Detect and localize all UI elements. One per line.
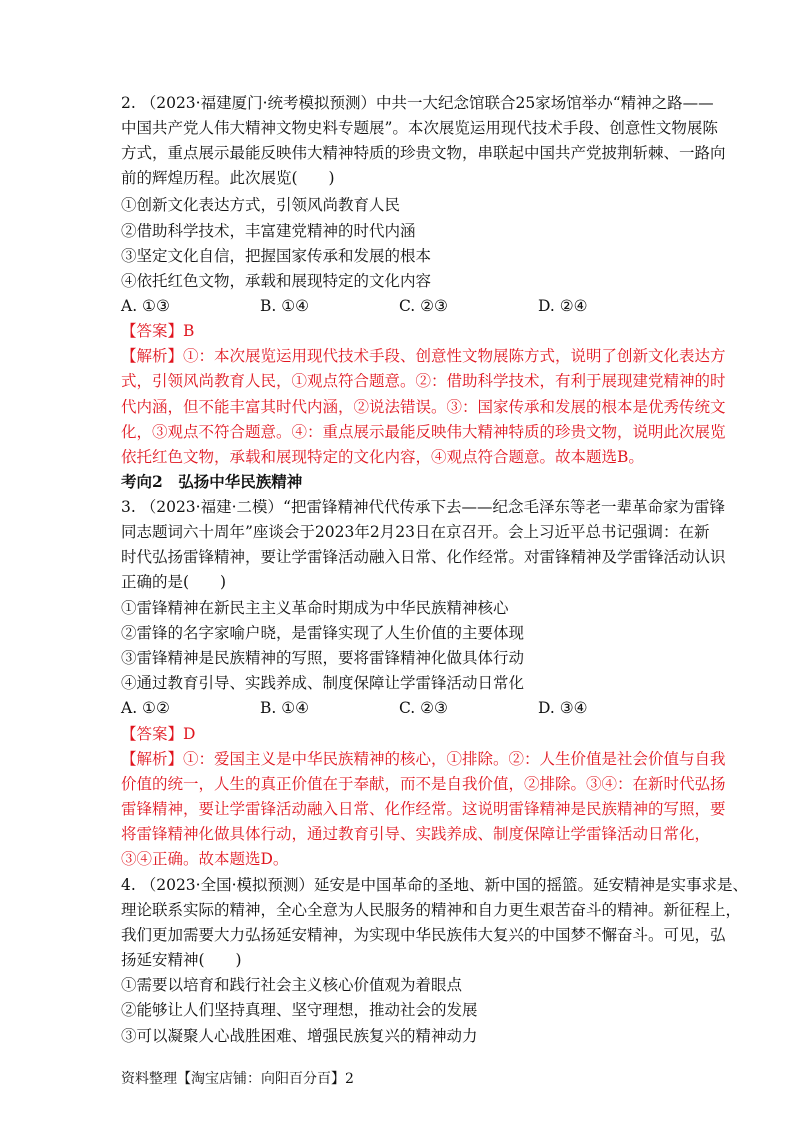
question-3-option-b: B. ①④ — [260, 699, 310, 717]
question-4-statement: ②能够让人们坚持真理、坚守理想，推动社会的发展 — [121, 1001, 478, 1019]
question-2-stem-line: 方式，重点展示最能反映伟大精神特质的珍贵文物，串联起中国共产党披荆斩棘、一路向 — [121, 144, 726, 162]
question-3-statement: ③雷锋精神是民族精神的写照，要将雷锋精神化做具体行动 — [121, 649, 525, 667]
question-2-statement: ③坚定文化自信，把握国家传承和发展的根本 — [121, 247, 432, 265]
question-3-analysis-line: 【解析】①：爱国主义是中华民族精神的核心，①排除。②：人生价值是社会价值与自我 — [121, 750, 726, 768]
question-4-stem-line: 理论联系实际的精神，全心全意为人民服务的精神和自力更生艰苦奋斗的精神。新征程上， — [121, 901, 742, 919]
question-2-statement: ①创新文化表达方式，引领风尚教育人民 — [121, 196, 401, 214]
question-3-analysis-line: ③④正确。故本题选D。 — [121, 850, 289, 868]
question-2-stem-line: 2. （2023·福建厦门·统考模拟预测）中共一大纪念馆联合25家场馆举办“精神之路—— — [121, 94, 714, 112]
question-2-analysis-line: 代内涵，但不能丰富其时代内涵，②说法错误。③：国家传承和发展的根本是优秀传统文 — [121, 398, 726, 416]
section-heading: 考向2 弘扬中华民族精神 — [121, 472, 303, 491]
question-2-statement: ②借助科学技术，丰富建党精神的时代内涵 — [121, 222, 416, 240]
question-2-option-d: D. ②④ — [538, 297, 588, 315]
question-4-statement: ①需要以培育和践行社会主义核心价值观为着眼点 — [121, 976, 463, 994]
question-2-analysis-line: 式，引领风尚教育人民，①观点符合题意。②：借助科学技术，有利于展现建党精神的时 — [121, 372, 726, 390]
question-3-option-d: D. ③④ — [538, 699, 588, 717]
question-4-stem-line: 扬延安精神( ) — [121, 951, 242, 969]
question-2-stem-line: 前的辉煌历程。此次展览( ) — [121, 169, 335, 187]
question-2-analysis-line: 化，③观点不符合题意。④：重点展示最能反映伟大精神特质的珍贵文物，说明此次展览 — [121, 423, 726, 441]
question-3-analysis-line: 价值的统一，人生的真正价值在于奉献，而不是自我价值，②排除。③④：在新时代弘扬 — [121, 775, 726, 793]
question-3-stem-line: 同志题词六十周年”座谈会于2023年2月23日在京召开。会上习近平总书记强调：在新 — [121, 523, 710, 541]
question-4-stem-line: 4. （2023·全国·模拟预测）延安是中国革命的圣地、新中国的摇篮。延安精神是实事求是、 — [121, 876, 749, 894]
question-3-statement: ②雷锋的名字家喻户晓，是雷锋实现了人生价值的主要体现 — [121, 624, 525, 642]
question-3-stem-line: 3. （2023·福建·二模）“把雷锋精神代代传承下去——纪念毛泽东等老一辈革命家为雷锋 — [121, 498, 725, 516]
question-3-answer: 【答案】D — [121, 725, 196, 743]
question-2-stem-line: 中国共产党人伟大精神文物史料专题展”。本次展览运用现代技术手段、创意性文物展陈 — [121, 119, 718, 137]
question-3-analysis-line: 雷锋精神，要让学雷锋活动融入日常、化作经常。这说明雷锋精神是民族精神的写照，要 — [121, 800, 726, 818]
question-3-stem-line: 时代弘扬雷锋精神，要让学雷锋活动融入日常、化作经常。对雷锋精神及学雷锋活动认识 — [121, 548, 726, 566]
question-3-option-a: A. ①② — [121, 699, 170, 717]
question-2-analysis-line: 【解析】①：本次展览运用现代技术手段、创意性文物展陈方式，说明了创新文化表达方 — [121, 347, 726, 365]
question-4-stem-line: 我们更加需要大力弘扬延安精神，为实现中华民族伟大复兴的中国梦不懈奋斗。可见，弘 — [121, 926, 726, 944]
question-2-option-b: B. ①④ — [260, 297, 310, 315]
question-3-statement: ①雷锋精神在新民主主义革命时期成为中华民族精神核心 — [121, 599, 509, 617]
question-3-stem-line: 正确的是( ) — [121, 573, 227, 591]
question-3-statement: ④通过教育引导、实践养成、制度保障让学雷锋活动日常化 — [121, 674, 525, 692]
question-2-statement: ④依托红色文物，承载和展现特定的文化内容 — [121, 272, 432, 290]
question-2-option-c: C. ②③ — [399, 297, 448, 315]
question-2-analysis-line: 依托红色文物，承载和展现特定的文化内容，④观点符合题意。故本题选B。 — [121, 448, 644, 466]
question-4-statement: ③可以凝聚人心战胜困难、增强民族复兴的精神动力 — [121, 1027, 478, 1045]
question-3-analysis-line: 将雷锋精神化做具体行动，通过教育引导、实践养成、制度保障让学雷锋活动日常化， — [121, 825, 711, 843]
question-3-option-c: C. ②③ — [399, 699, 448, 717]
question-2-option-a: A. ①③ — [121, 297, 170, 315]
page-footer: 资料整理【淘宝店铺：向阳百分百】2 — [121, 1071, 354, 1087]
question-2-answer: 【答案】B — [121, 322, 195, 340]
